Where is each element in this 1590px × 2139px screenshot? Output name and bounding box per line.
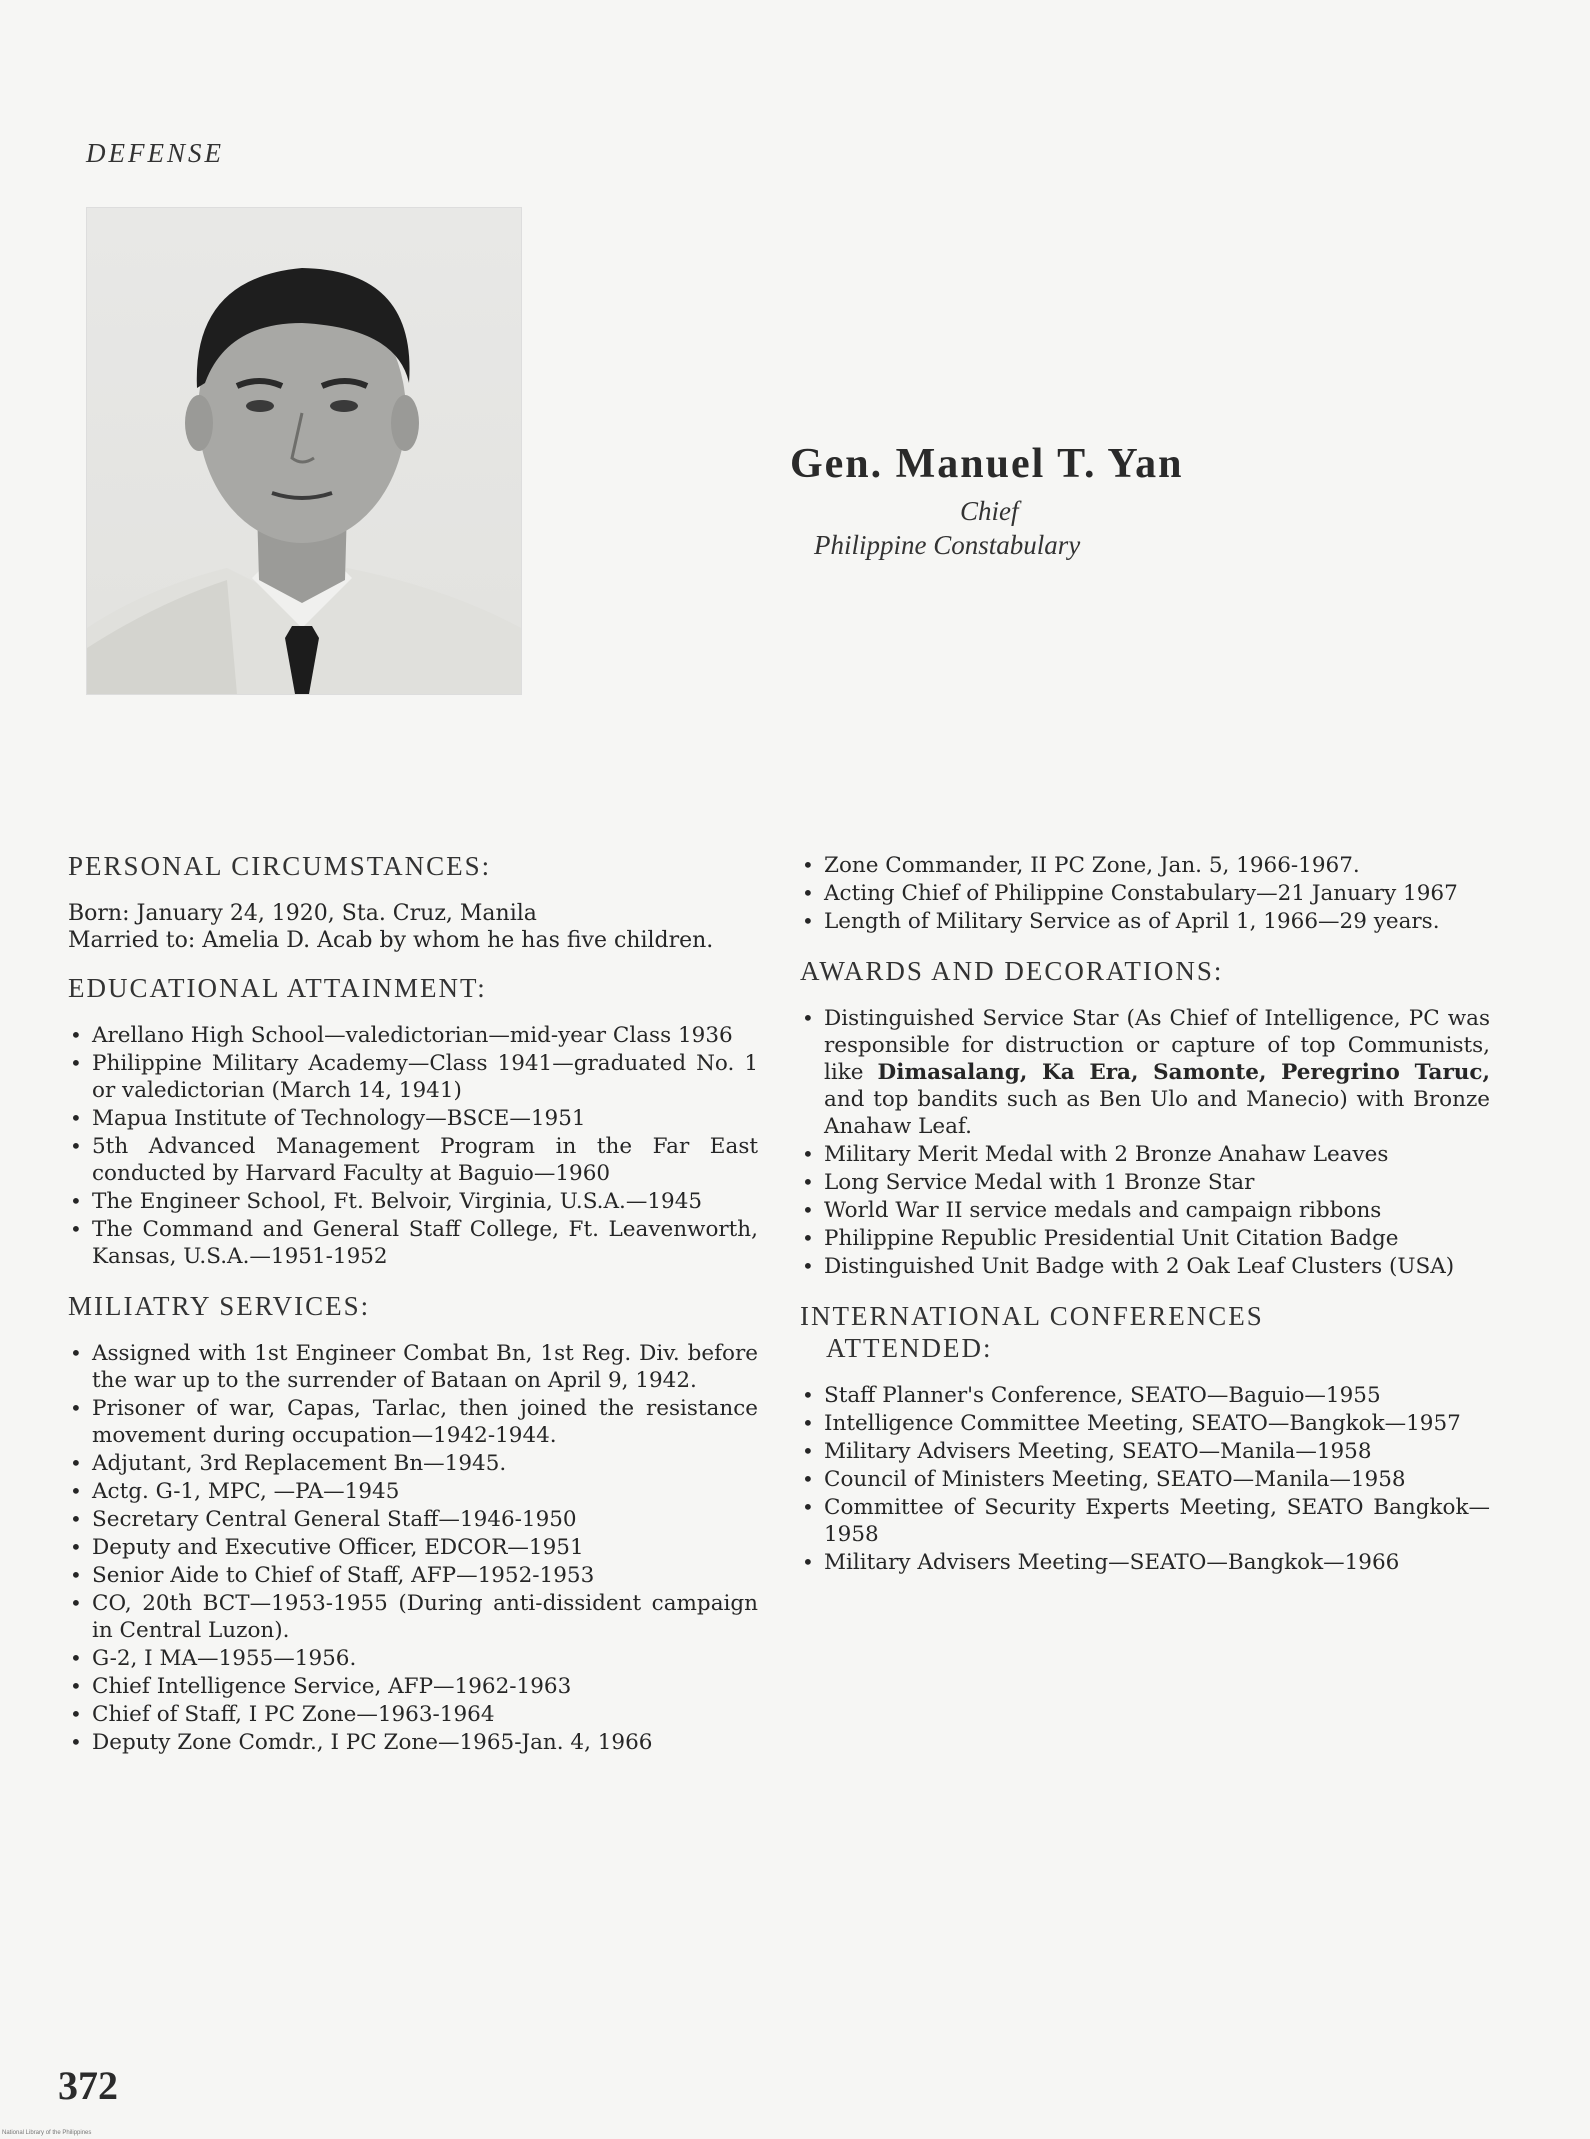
- list-item: • Staff Planner's Conference, SEATO—Baguio—1955: [800, 1382, 1490, 1409]
- list-item: • Philippine Republic Presidential Unit Citation Badge: [800, 1225, 1490, 1252]
- list-item: • Committee of Security Experts Meeting, SEATO Bangkok—1958: [800, 1494, 1490, 1548]
- list-item: [800, 1005, 1490, 1140]
- list-item: • Military Advisers Meeting, SEATO—Manila—1958: [800, 1438, 1490, 1465]
- list-item: • Assigned with 1st Engineer Combat Bn, 1st Reg. Div. before the war up to the surrender of Bataan on April 9, 1942.: [68, 1340, 758, 1394]
- list-item: • Zone Commander, II PC Zone, Jan. 5, 1966-1967.: [800, 852, 1490, 879]
- education-list: [68, 1022, 758, 1270]
- profile-name: Gen. Manuel T. Yan: [790, 441, 1184, 487]
- list-item: • Arellano High School—valedictorian—mid-year Class 1936: [68, 1022, 758, 1049]
- conferences-heading: [800, 1300, 1490, 1364]
- list-item: • Senior Aide to Chief of Staff, AFP—1952-1953: [68, 1562, 758, 1589]
- page-number: 372: [58, 2063, 118, 2108]
- list-item: • Prisoner of war, Capas, Tarlac, then joined the resistance movement during occupation—1942-1944.: [68, 1395, 758, 1449]
- list-item: • Mapua Institute of Technology—BSCE—1951: [68, 1105, 758, 1132]
- conferences-list: [800, 1382, 1490, 1576]
- list-item: • Deputy Zone Comdr., I PC Zone—1965-Jan. 4, 1966: [68, 1729, 758, 1756]
- military-heading: MILIATRY SERVICES:: [68, 1291, 371, 1321]
- conferences-heading-line2: ATTENDED:: [826, 1333, 993, 1363]
- list-item: • Intelligence Committee Meeting, SEATO—Bangkok—1957: [800, 1410, 1490, 1437]
- list-item: • Deputy and Executive Officer, EDCOR—1951: [68, 1534, 758, 1561]
- profile-name-block: [790, 440, 1190, 562]
- born-line: Born: January 24, 1920, Sta. Cruz, Manila: [68, 901, 537, 926]
- list-item: • Philippine Military Academy—Class 1941—graduated No. 1 or valedictorian (March 14, 1941): [68, 1050, 758, 1104]
- profile-title: Chief: [960, 496, 1019, 526]
- education-heading: EDUCATIONAL ATTAINMENT:: [68, 973, 487, 1003]
- section-tag: DEFENSE: [86, 138, 224, 168]
- footer-note: National Library of the Philippines: [2, 2130, 92, 2136]
- list-item: • The Command and General Staff College, Ft. Leavenworth, Kansas, U.S.A.—1951-1952: [68, 1216, 758, 1270]
- list-item: • Council of Ministers Meeting, SEATO—Manila—1958: [800, 1466, 1490, 1493]
- left-column: [68, 850, 758, 1776]
- list-item: • Adjutant, 3rd Replacement Bn—1945.: [68, 1450, 758, 1477]
- profile-organization: Philippine Constabulary: [814, 530, 1081, 560]
- list-item: • Secretary Central General Staff—1946-1950: [68, 1506, 758, 1533]
- award-text-pre: Distinguished Service Star (As Chief of Intelligence, PC was responsible for distruction or capture of top Communists, like: [824, 1006, 1490, 1085]
- list-item: • G-2, I MA—1955—1956.: [68, 1645, 758, 1672]
- list-item: • Acting Chief of Philippine Constabulary—21 January 1967: [800, 880, 1490, 907]
- list-item: • Chief Intelligence Service, AFP—1962-1963: [68, 1673, 758, 1700]
- list-item: • Distinguished Unit Badge with 2 Oak Leaf Clusters (USA): [800, 1253, 1490, 1280]
- military-list-right: [800, 852, 1490, 935]
- conferences-heading-line1: INTERNATIONAL CONFERENCES: [800, 1301, 1264, 1331]
- portrait-illustration: [87, 208, 521, 694]
- awards-list: [800, 1005, 1490, 1280]
- portrait-photo: [86, 207, 522, 695]
- list-item: • Long Service Medal with 1 Bronze Star: [800, 1169, 1490, 1196]
- award-text-post: and top bandits such as Ben Ulo and Manecio) with Bronze Anahaw Leaf.: [824, 1087, 1490, 1139]
- personal-heading: PERSONAL CIRCUMSTANCES:: [68, 851, 492, 881]
- list-item: • World War II service medals and campaign ribbons: [800, 1197, 1490, 1224]
- list-item: • Actg. G-1, MPC, —PA—1945: [68, 1478, 758, 1505]
- list-item: • Military Merit Medal with 2 Bronze Anahaw Leaves: [800, 1141, 1490, 1168]
- military-list-left: [68, 1340, 758, 1756]
- list-item: • Length of Military Service as of April 1, 1966—29 years.: [800, 908, 1490, 935]
- award-text-bold: Dimasalang, Ka Era, Samonte, Peregrino Taruc,: [877, 1060, 1490, 1085]
- list-item: • The Engineer School, Ft. Belvoir, Virginia, U.S.A.—1945: [68, 1188, 758, 1215]
- list-item: • Military Advisers Meeting—SEATO—Bangkok—1966: [800, 1549, 1490, 1576]
- right-column: [800, 852, 1490, 1596]
- awards-heading: AWARDS AND DECORATIONS:: [800, 956, 1224, 986]
- list-item: • 5th Advanced Management Program in the Far East conducted by Harvard Faculty at Baguio—1960: [68, 1133, 758, 1187]
- personal-details: [68, 900, 758, 954]
- list-item: • Chief of Staff, I PC Zone—1963-1964: [68, 1701, 758, 1728]
- list-item: • CO, 20th BCT—1953-1955 (During anti-dissident campaign in Central Luzon).: [68, 1590, 758, 1644]
- married-line: Married to: Amelia D. Acab by whom he has five children.: [68, 928, 714, 953]
